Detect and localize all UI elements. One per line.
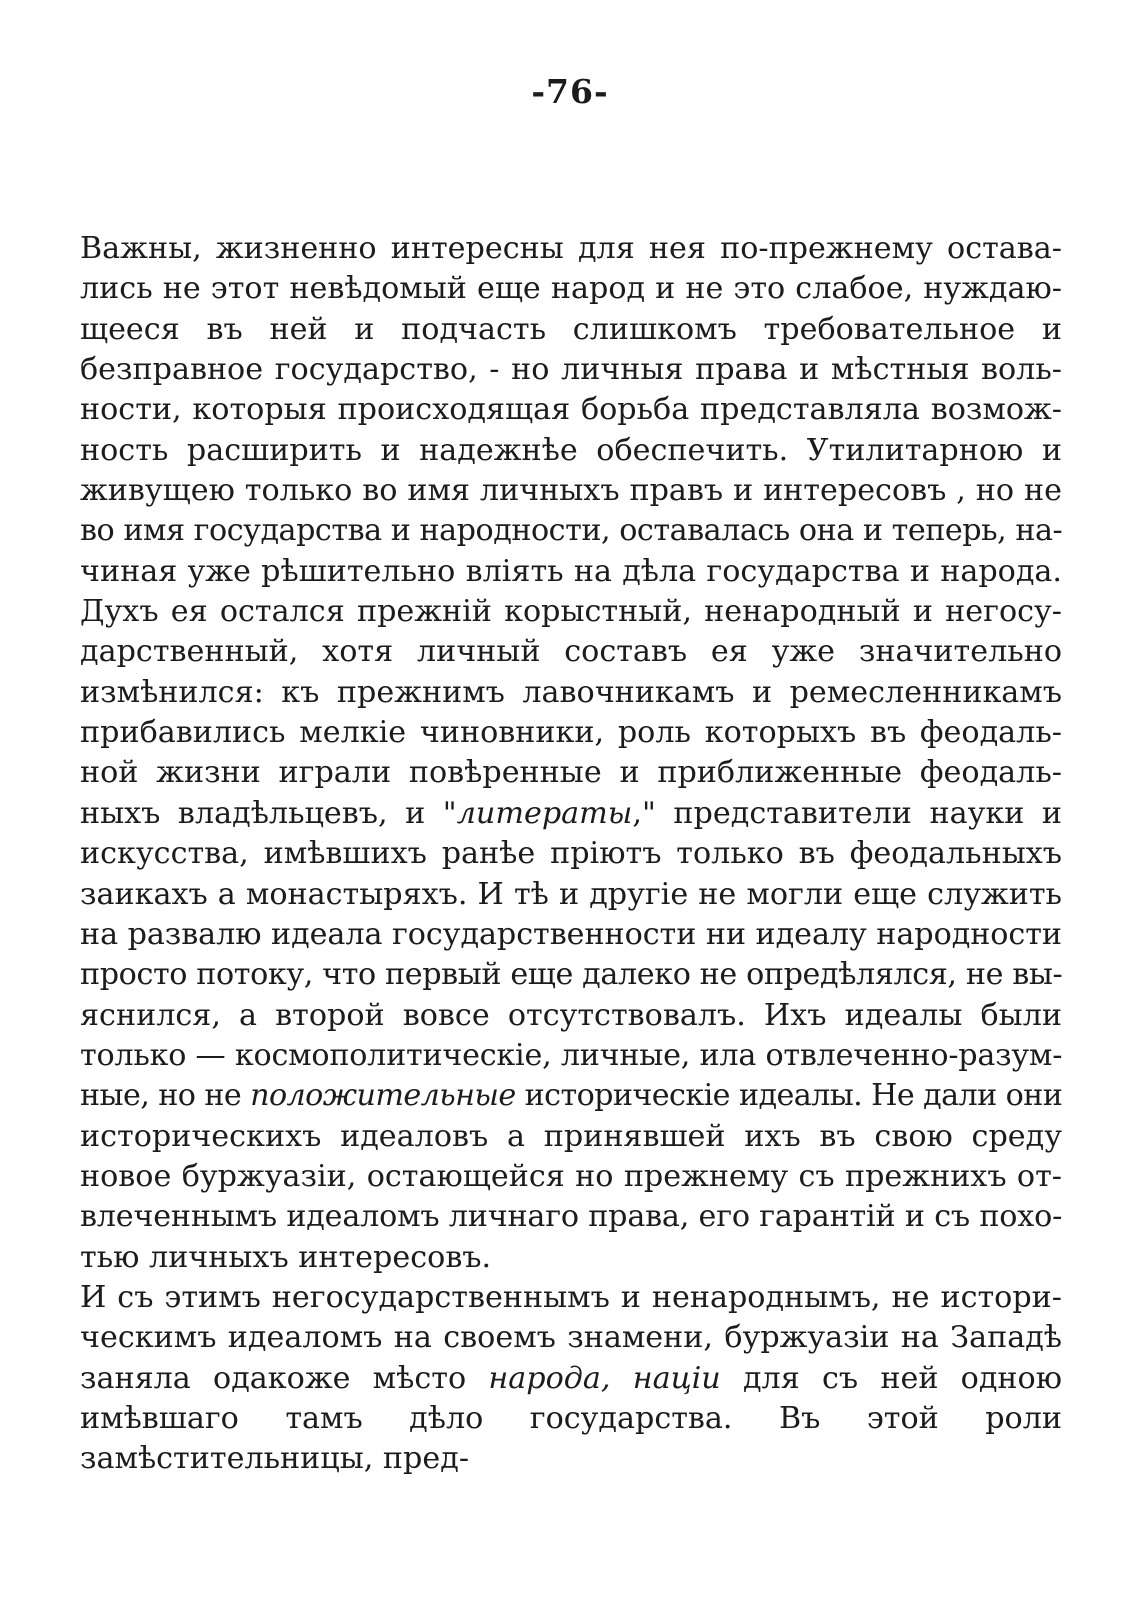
text-line [80,996,1062,1036]
text-line [80,1318,1062,1358]
text-line [80,915,1062,955]
text-segment: ," представители науки и [632,795,1062,831]
text-segment: ныхъ владѣльцевъ, и " [80,795,457,831]
text-segment: ные, но не [80,1078,251,1114]
text-segment: ности, которыя происходящая борьба представляла возмож- [80,392,1062,428]
text-segment: ность расширить и надежнѣе обеспечить. Утилитарною и [80,432,1062,468]
text-segment: заикахъ а монастыряхъ. И тѣ и другiе не могли еще служить [80,876,1062,912]
text-segment: ной жизни играли повѣренные и приближенные феодаль- [80,755,1062,791]
text-segment: имѣвшаго тамъ дѣло государства. Въ этой роли [80,1400,1062,1436]
text-line [80,1157,1062,1197]
text-segment: во имя государства и народности, оставалась она и теперь, на- [80,513,1063,549]
text-segment: лись не этот невѣдомый еще народ и не это слабое, нуждаю- [80,271,1062,307]
text-segment: дарственный, хотя личный составъ ея уже значительно [80,634,1062,670]
body-text [80,229,1062,1480]
text-line [80,1117,1062,1157]
text-segment: прибавились мелкiе чиновники, роль которыхъ въ феодаль- [80,715,1062,751]
text-segment: историческiе идеалы. Не дали они [515,1078,1063,1114]
text-segment: заняла одакоже мѣсто [80,1360,489,1396]
text-line [80,875,1062,915]
text-line [80,1439,1062,1479]
text-line [80,229,1062,269]
text-line [80,1036,1062,1076]
text-segment: измѣнился: къ прежнимъ лавочникамъ и ремесленникамъ [80,674,1062,710]
text-line [80,955,1062,995]
text-line [80,713,1062,753]
text-line [80,834,1062,874]
italic-text: положительные [250,1078,516,1114]
text-line [80,592,1062,632]
text-line [80,552,1062,592]
text-segment: историческихъ идеаловъ а принявшей ихъ въ свою среду [80,1118,1062,1154]
text-line [80,390,1062,430]
text-line [80,1359,1062,1399]
text-segment: замѣстительницы, пред- [80,1441,470,1477]
text-segment: Духъ ея остался прежнiй корыстный, ненародный и негосу- [80,594,1062,630]
text-segment: тью личныхъ интересовъ. [80,1239,492,1275]
text-segment: яснился, а второй вовсе отсутствовалъ. Ихъ идеалы были [80,997,1062,1033]
text-segment: И съ этимъ негосударственнымъ и ненароднымъ, не истори- [80,1279,1062,1315]
text-segment: на развалю идеала государственности ни идеалу народности [80,916,1062,952]
text-line [80,1278,1062,1318]
text-line [80,794,1062,834]
text-line [80,1076,1062,1116]
text-line [80,511,1062,551]
text-segment: только — космополитическiе, личные, ила отвлеченно-разум- [80,1037,1063,1073]
text-segment: искусства, имѣвшихъ ранѣе прiютъ только въ феодальныхъ [80,836,1062,872]
text-line [80,269,1062,309]
text-line [80,471,1062,511]
page-number: -76- [531,72,609,111]
text-segment: живущею только во имя личныхъ правъ и интересовъ , но не [80,473,1062,509]
italic-text: литераты [456,795,633,831]
text-line [80,1399,1062,1439]
text-line [80,1197,1062,1237]
text-segment: Важны, жизненно интересны для нея по-прежнему остава- [80,231,1062,266]
text-segment: чиная уже рѣшительно влiять на дѣла государства и народа. [80,553,1062,589]
text-segment: безправное государство, - но личныя права и мѣстныя воль- [80,352,1062,388]
text-line [80,431,1062,471]
text-line [80,673,1062,713]
text-segment: просто потоку, что первый еще далеко не опредѣлялся, не вы- [80,957,1063,993]
text-segment: для съ ней одною [720,1360,1062,1396]
text-line [80,310,1062,350]
text-line [80,350,1062,390]
text-segment: ческимъ идеаломъ на своемъ знамени, буржуазiи на Западѣ [80,1320,1062,1356]
text-line [80,1238,1062,1278]
text-segment: влеченнымъ идеаломъ личнаго права, его гарантiй и съ похо- [80,1199,1063,1235]
text-segment: новое буржуазiи, остающейся но прежнему съ прежнихъ от- [80,1158,1062,1194]
italic-text: народа, нацiи [488,1360,721,1396]
text-line [80,632,1062,672]
text-line [80,753,1062,793]
text-segment: щееся въ ней и подчасть слишкомъ требовательное и [80,311,1062,347]
